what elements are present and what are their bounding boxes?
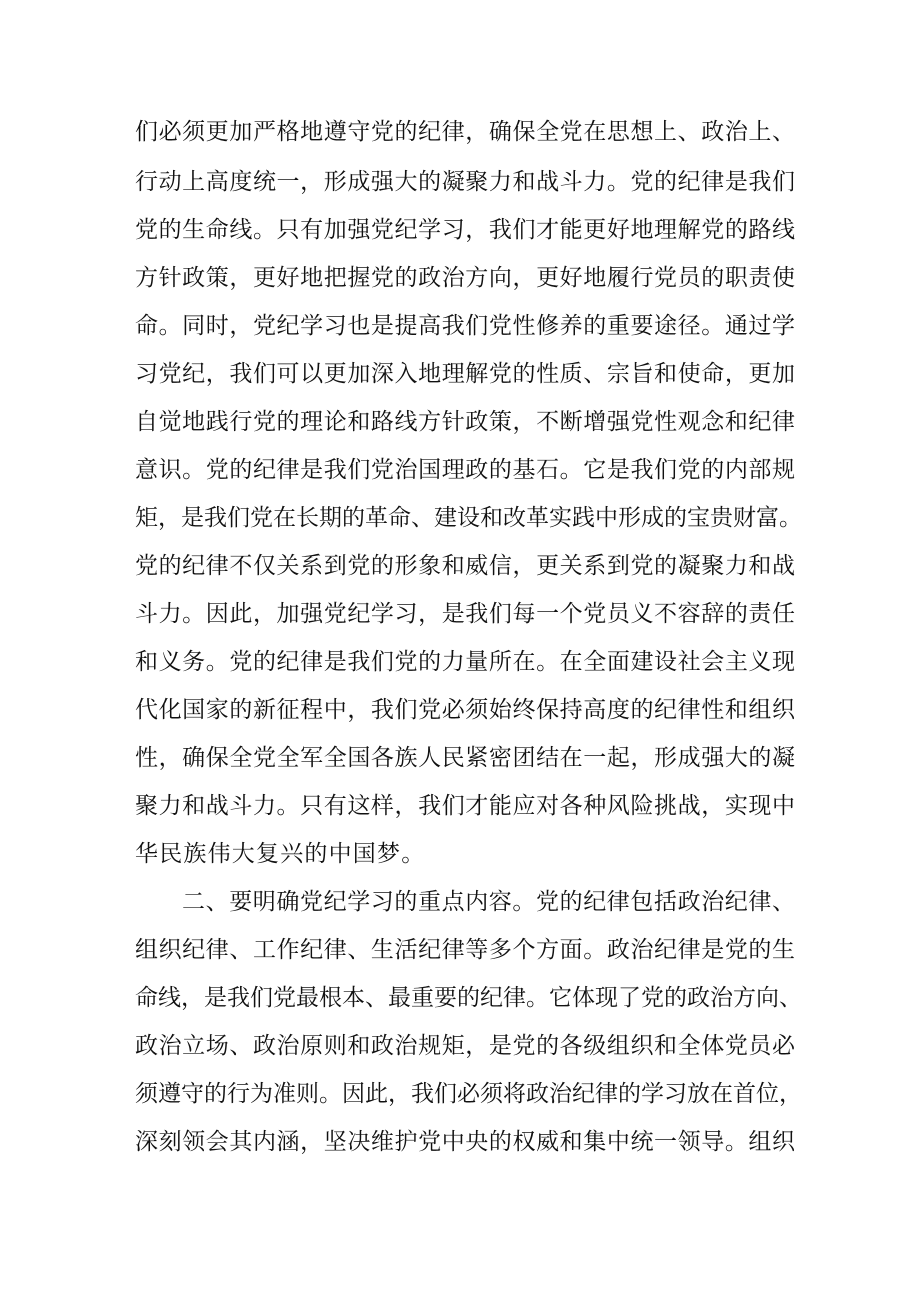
text-line: 行动上高度统一，形成强大的凝聚力和战斗力。党的纪律是我们 — [135, 169, 795, 195]
text-line: 代化国家的新征程中，我们党必须始终保持高度的纪律性和组织 — [135, 697, 795, 723]
text-line: 党的纪律不仅关系到党的形象和威信，更关系到党的凝聚力和战 — [135, 553, 795, 579]
text-line: 斗力。因此，加强党纪学习，是我们每一个党员义不容辞的责任 — [135, 601, 795, 627]
text-line: 聚力和战斗力。只有这样，我们才能应对各种风险挑战，实现中 — [135, 793, 795, 819]
text-line: 深刻领会其内涵，坚决维护党中央的权威和集中统一领导。组织 — [135, 1129, 795, 1155]
text-line: 自觉地践行党的理论和路线方针政策，不断增强党性观念和纪律 — [135, 409, 795, 435]
paragraph-heading-line: 二、要明确党纪学习的重点内容。党的纪律包括政治纪律、 — [182, 889, 795, 915]
text-line: 们必须更加严格地遵守党的纪律，确保全党在思想上、政治上、 — [135, 119, 795, 145]
paragraph-end-line: 华民族伟大复兴的中国梦。 — [135, 841, 426, 867]
text-line: 命。同时，党纪学习也是提高我们党性修养的重要途径。通过学 — [135, 313, 795, 339]
text-line: 性，确保全党全军全国各族人民紧密团结在一起，形成强大的凝 — [135, 745, 795, 771]
text-line: 习党纪，我们可以更加深入地理解党的性质、宗旨和使命，更加 — [135, 361, 795, 387]
text-line: 矩，是我们党在长期的革命、建设和改革实践中形成的宝贵财富。 — [135, 505, 802, 531]
text-line: 党的生命线。只有加强党纪学习，我们才能更好地理解党的路线 — [135, 217, 795, 243]
text-line: 意识。党的纪律是我们党治国理政的基石。它是我们党的内部规 — [135, 457, 795, 483]
text-line: 方针政策，更好地把握党的政治方向，更好地履行党员的职责使 — [135, 265, 795, 291]
text-line: 须遵守的行为准则。因此，我们必须将政治纪律的学习放在首位， — [135, 1081, 802, 1107]
text-line: 组织纪律、工作纪律、生活纪律等多个方面。政治纪律是党的生 — [135, 937, 795, 963]
text-line: 和义务。党的纪律是我们党的力量所在。在全面建设社会主义现 — [135, 649, 795, 675]
text-line: 政治立场、政治原则和政治规矩，是党的各级组织和全体党员必 — [135, 1033, 795, 1059]
text-line: 命线，是我们党最根本、最重要的纪律。它体现了党的政治方向、 — [135, 985, 802, 1011]
